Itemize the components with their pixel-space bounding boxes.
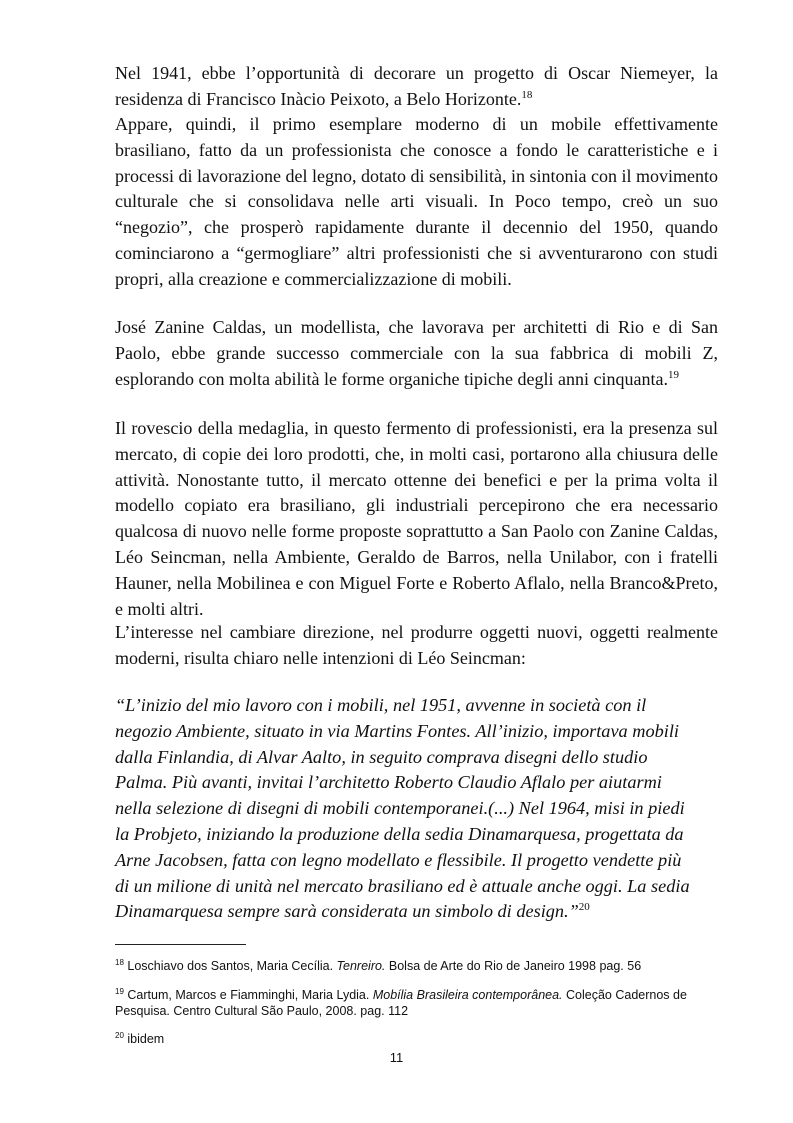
footnote-number: 19 [115, 986, 124, 996]
footnote-separator [115, 944, 246, 945]
block-quote-seincman [115, 693, 718, 925]
page-number: 11 [389, 1050, 404, 1065]
quote-line: dalla Finlandia, di Alvar Aalto, in seguito comprava disegni dello studio [115, 746, 648, 767]
footnote-18 [115, 958, 730, 974]
quote-line-last [115, 899, 718, 925]
footnote-title: Mobília Brasileira contemporânea. [372, 988, 563, 1002]
paragraph-copies-market: Il rovescio della medaglia, in questo fermento di professionisti, era la presenza sul mercato, di copie dei loro prodotti, che, in molti casi, portarono alla chiusura delle attività. Nonostante tutto, il mercato ottenne dei benefici e per la prima volta il modello copiato era brasiliano, gli industriali percepirono che era necessario qualcosa di nuovo nelle forme proposte soprattutto a San Paolo con Zanine Caldas, Léo Seincman, nella Ambiente, Geraldo de Barros, nella Unilabor, con i fratelli Hauner, nella Mobilinea e con Miguel Forte e Roberto Aflalo, nella Branco&Preto, e molti altri. [115, 418, 718, 619]
paragraph-first-brazilian-furniture: Appare, quindi, il primo esemplare moderno di un mobile effettivamente brasiliano, fatto da un professionista che conosce a fondo le caratteristiche e i processi di lavorazione del legno, dotato di sensibilità, in sintonia con il movimento culturale che si consolidava nelle arti visuali. In Poco tempo, creò un suo “negozio”, che prosperò rapidamente durante il decennio del 1950, quando cominciarono a “germogliare” altri professionisti che si avventurarono con studi propri, alla creazione e commercializzazione di mobili. [115, 114, 718, 289]
footnote-text: Cartum, Marcos e Fiamminghi, Maria Lydia. [127, 988, 373, 1002]
footnote-text: Loschiavo dos Santos, Maria Cecília. [127, 959, 337, 973]
footnote-19 [115, 987, 730, 1019]
footnote-title: Tenreiro. [336, 959, 386, 973]
footnote-text: Bolsa de Arte do Rio de Janeiro 1998 pag. 56 [385, 959, 642, 973]
paragraph-niemeyer [115, 61, 718, 113]
footnote-ref-18[interactable]: 18 [521, 88, 533, 101]
quote-line: Dinamarquesa sempre sarà considerata un simbolo di design.” [115, 901, 579, 922]
quote-line: “L’inizio del mio lavoro con i mobili, nel 1951, avvenne in società con il [115, 695, 647, 715]
quote-line: di un milione di unità nel mercato brasiliano ed è attuale anche oggi. La sedia [115, 875, 690, 896]
quote-line: nella selezione di disegni di mobili contemporanei.(...) Nel 1964, misi in piedi [115, 798, 685, 819]
footnote-20 [115, 1031, 730, 1047]
footnote-ref-19[interactable]: 19 [667, 368, 679, 381]
footnote-text: ibidem [127, 1032, 165, 1046]
footnote-number: 20 [115, 1030, 124, 1040]
paragraph-seincman-intro: L’interesse nel cambiare direzione, nel produrre oggetti nuovi, oggetti realmente moderni, risulta chiaro nelle intenzioni di Léo Seincman: [115, 622, 718, 668]
quote-line: negozio Ambiente, situato in via Martins Fontes. All’inizio, importava mobili [115, 720, 679, 741]
footnote-text: Coleção Cadernos de Pesquisa. Centro Cultural São Paulo, 2008. pag. 112 [115, 988, 687, 1018]
quote-line: Palma. Più avanti, invitai l’architetto Roberto Claudio Aflalo per aiutarmi [115, 772, 662, 793]
paragraph-text: José Zanine Caldas, un modellista, che lavorava per architetti di Rio e di San Paolo, ebbe grande successo commerciale con la sua fabbrica di mobili Z, esplorando con molta abilità le forme organiche tipiche degli anni cinquanta. [115, 317, 718, 389]
quote-line: Arne Jacobsen, fatta con legno modellato e flessibile. Il progetto vendette più [115, 849, 682, 870]
paragraph-zanine-caldas [115, 315, 718, 392]
footnote-ref-20[interactable]: 20 [578, 901, 590, 914]
paragraph-text: Nel 1941, ebbe l’opportunità di decorare un progetto di Oscar Niemeyer, la residenza di Francisco Inàcio Peixoto, a Belo Horizonte. [115, 63, 718, 109]
quote-line: la Probjeto, iniziando la produzione della sedia Dinamarquesa, progettata da [115, 823, 684, 844]
footnote-number: 18 [115, 957, 124, 967]
